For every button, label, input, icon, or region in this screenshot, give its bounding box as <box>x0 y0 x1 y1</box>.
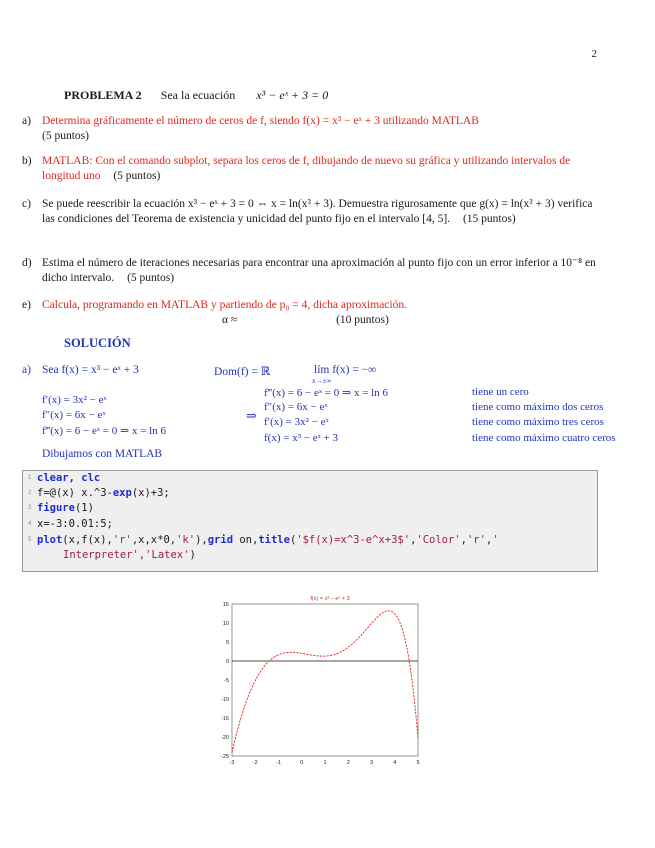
code-text: , <box>485 534 493 546</box>
y-tick-label: -25 <box>221 754 229 760</box>
problem-intro: Sea la ecuación <box>160 88 236 102</box>
solution-left-1: f′(x) = 3x² − eˣ <box>42 394 107 406</box>
page-number: 2 <box>591 48 597 60</box>
matlab-code-block <box>22 470 598 572</box>
code-text: ,x,x*0, <box>131 534 177 546</box>
x-tick-label: 4 <box>393 760 397 766</box>
y-tick-label: 10 <box>222 621 229 627</box>
line-number: 2 <box>28 490 32 496</box>
x-tick-label: -1 <box>276 760 281 766</box>
code-text: (1) <box>74 502 94 514</box>
item-d <box>22 256 602 286</box>
solution-domain: Dom(f) = ℝ <box>214 366 271 378</box>
plot-frame <box>232 604 418 756</box>
x-tick-label: 3 <box>369 760 374 766</box>
code-string: 'r' <box>466 534 486 546</box>
solution-conclusion-2: tiene como máximo dos ceros <box>472 401 604 413</box>
item-b-tag: b) <box>22 155 32 167</box>
code-string: Interpreter','Latex' <box>63 549 190 561</box>
code-text: , <box>410 534 417 546</box>
item-c <box>22 197 602 227</box>
solution-arrow: ⇒ <box>246 408 257 423</box>
code-text: x=-3:0.01:5; <box>37 518 113 530</box>
solution-conclusion-4: tiene como máximo cuatro ceros <box>472 432 616 444</box>
item-a-points: (5 puntos) <box>42 130 89 142</box>
item-e-points: (10 puntos) <box>336 314 389 326</box>
solution-right-4: f(x) = x³ − eˣ + 3 <box>264 432 338 444</box>
code-line-5-cont <box>63 549 196 561</box>
item-e <box>22 298 602 328</box>
function-plot <box>214 592 428 768</box>
code-line-2 <box>37 487 170 499</box>
code-text: , <box>460 534 467 546</box>
code-text: ), <box>195 534 208 546</box>
code-keyword: title <box>258 534 290 546</box>
code-keyword: plot <box>37 534 63 546</box>
code-string: 'Color' <box>416 534 461 546</box>
code-line-3 <box>37 502 94 514</box>
item-e-tag: e) <box>22 299 31 311</box>
solution-right-1: f‴(x) = 6 − eˣ = 0 ⇒ x = ln 6 <box>264 387 388 399</box>
solution-conclusion-3: tiene como máximo tres ceros <box>472 416 604 428</box>
line-number: 5 <box>28 537 32 543</box>
code-keyword: figure <box>37 502 75 514</box>
solution-limit-sub: x→±∞ <box>312 377 332 385</box>
item-d-tag: d) <box>22 257 32 269</box>
x-tick-label: 1 <box>323 760 327 766</box>
item-c-tag: c) <box>22 198 31 210</box>
item-a-text: Determina gráficamente el número de ceros de f, siendo f(x) = x³ − eˣ + 3 utilizando MATLAB <box>42 115 479 127</box>
code-string: ' <box>492 534 499 546</box>
item-e-alpha: α ≈ <box>222 314 238 326</box>
item-a <box>22 114 602 144</box>
y-tick-label: 15 <box>222 602 229 608</box>
line-number: 3 <box>28 505 32 511</box>
line-number: 4 <box>28 521 32 527</box>
solution-limit: lím f(x) = −∞ <box>314 364 377 376</box>
y-tick-label: -20 <box>221 735 229 741</box>
code-line-5 <box>37 534 499 546</box>
y-tick-label: 0 <box>225 659 229 665</box>
problem-heading <box>64 88 328 103</box>
y-tick-label: -5 <box>224 678 229 684</box>
code-line-4 <box>37 518 113 530</box>
item-e-text: Calcula, programando en MATLAB y partiendo de p₀ = 4, dicha aproximación. <box>42 299 407 311</box>
solution-dibujamos: Dibujamos con MATLAB <box>42 448 163 460</box>
y-tick-label: -10 <box>221 697 229 703</box>
solution-left-2: f″(x) = 6x − eˣ <box>42 409 106 421</box>
item-b-text: MATLAB: Con el comando subplot, separa los ceros de f, dibujando de nuevo su gráfica y utilizando intervalos de longitud uno <box>42 155 571 182</box>
solution-title: SOLUCIÓN <box>64 336 131 350</box>
line-number: 1 <box>28 475 32 481</box>
x-tick-label: 0 <box>300 760 304 766</box>
x-tick-label: -2 <box>252 760 258 766</box>
item-b <box>22 154 602 184</box>
solution-right-3: f′(x) = 3x² − eˣ <box>264 416 329 428</box>
item-d-text: Estima el número de iteraciones necesarias para encontrar una aproximación al punto fijo con un error inferior a 10⁻⁸ en dicho intervalo. <box>42 257 596 284</box>
item-c-points: (15 puntos) <box>462 213 516 225</box>
code-string: 'k' <box>176 534 196 546</box>
code-text: (x,f(x), <box>62 534 113 546</box>
chart-title: f(x) = x³ − eˣ + 3 <box>310 596 350 602</box>
item-b-points: (5 puntos) <box>113 170 161 182</box>
code-text: on, <box>233 534 259 546</box>
x-tick-label: -3 <box>229 760 235 766</box>
code-keyword: exp <box>112 487 132 499</box>
solution-a-tag: a) <box>22 364 31 376</box>
code-string: '$f(x)=x^3-e^x+3$' <box>296 534 411 546</box>
item-c-text: Se puede reescribir la ecuación x³ − eˣ + 3 = 0 ⇔ x = ln(x³ + 3). Demuestra rigurosamente que g(x) = ln(x³ + 3) verifica las condiciones del Teorema de existencia y unicidad del punto fijo en el intervalo [4, 5]. <box>42 198 593 225</box>
x-tick-label: 2 <box>346 760 350 766</box>
solution-a-def: Sea f(x) = x³ − eˣ + 3 <box>42 364 139 376</box>
code-text: (x)+3; <box>131 487 170 499</box>
solution-left-3: f‴(x) = 6 − eˣ = 0 ⇒ x = ln 6 <box>42 425 166 437</box>
code-keyword: clear, clc <box>37 472 101 484</box>
code-keyword: grid <box>207 534 234 546</box>
solution-right-2: f″(x) = 6x − eˣ <box>264 401 328 413</box>
code-line-1 <box>37 472 100 484</box>
y-tick-label: -15 <box>221 716 229 722</box>
item-d-points: (5 puntos) <box>127 272 175 284</box>
solution-conclusion-1: tiene un cero <box>472 386 529 398</box>
x-tick-label: 5 <box>416 760 420 766</box>
y-tick-label: 5 <box>225 640 229 646</box>
problem-equation: x³ − eˣ + 3 = 0 <box>256 88 329 102</box>
code-string: 'r' <box>112 534 132 546</box>
code-text: ( <box>289 534 297 546</box>
item-a-tag: a) <box>22 115 31 127</box>
code-text: f=@(x) x.^3- <box>37 487 113 499</box>
problem-label: PROBLEMA 2 <box>64 88 142 102</box>
code-text: ) <box>189 549 196 561</box>
